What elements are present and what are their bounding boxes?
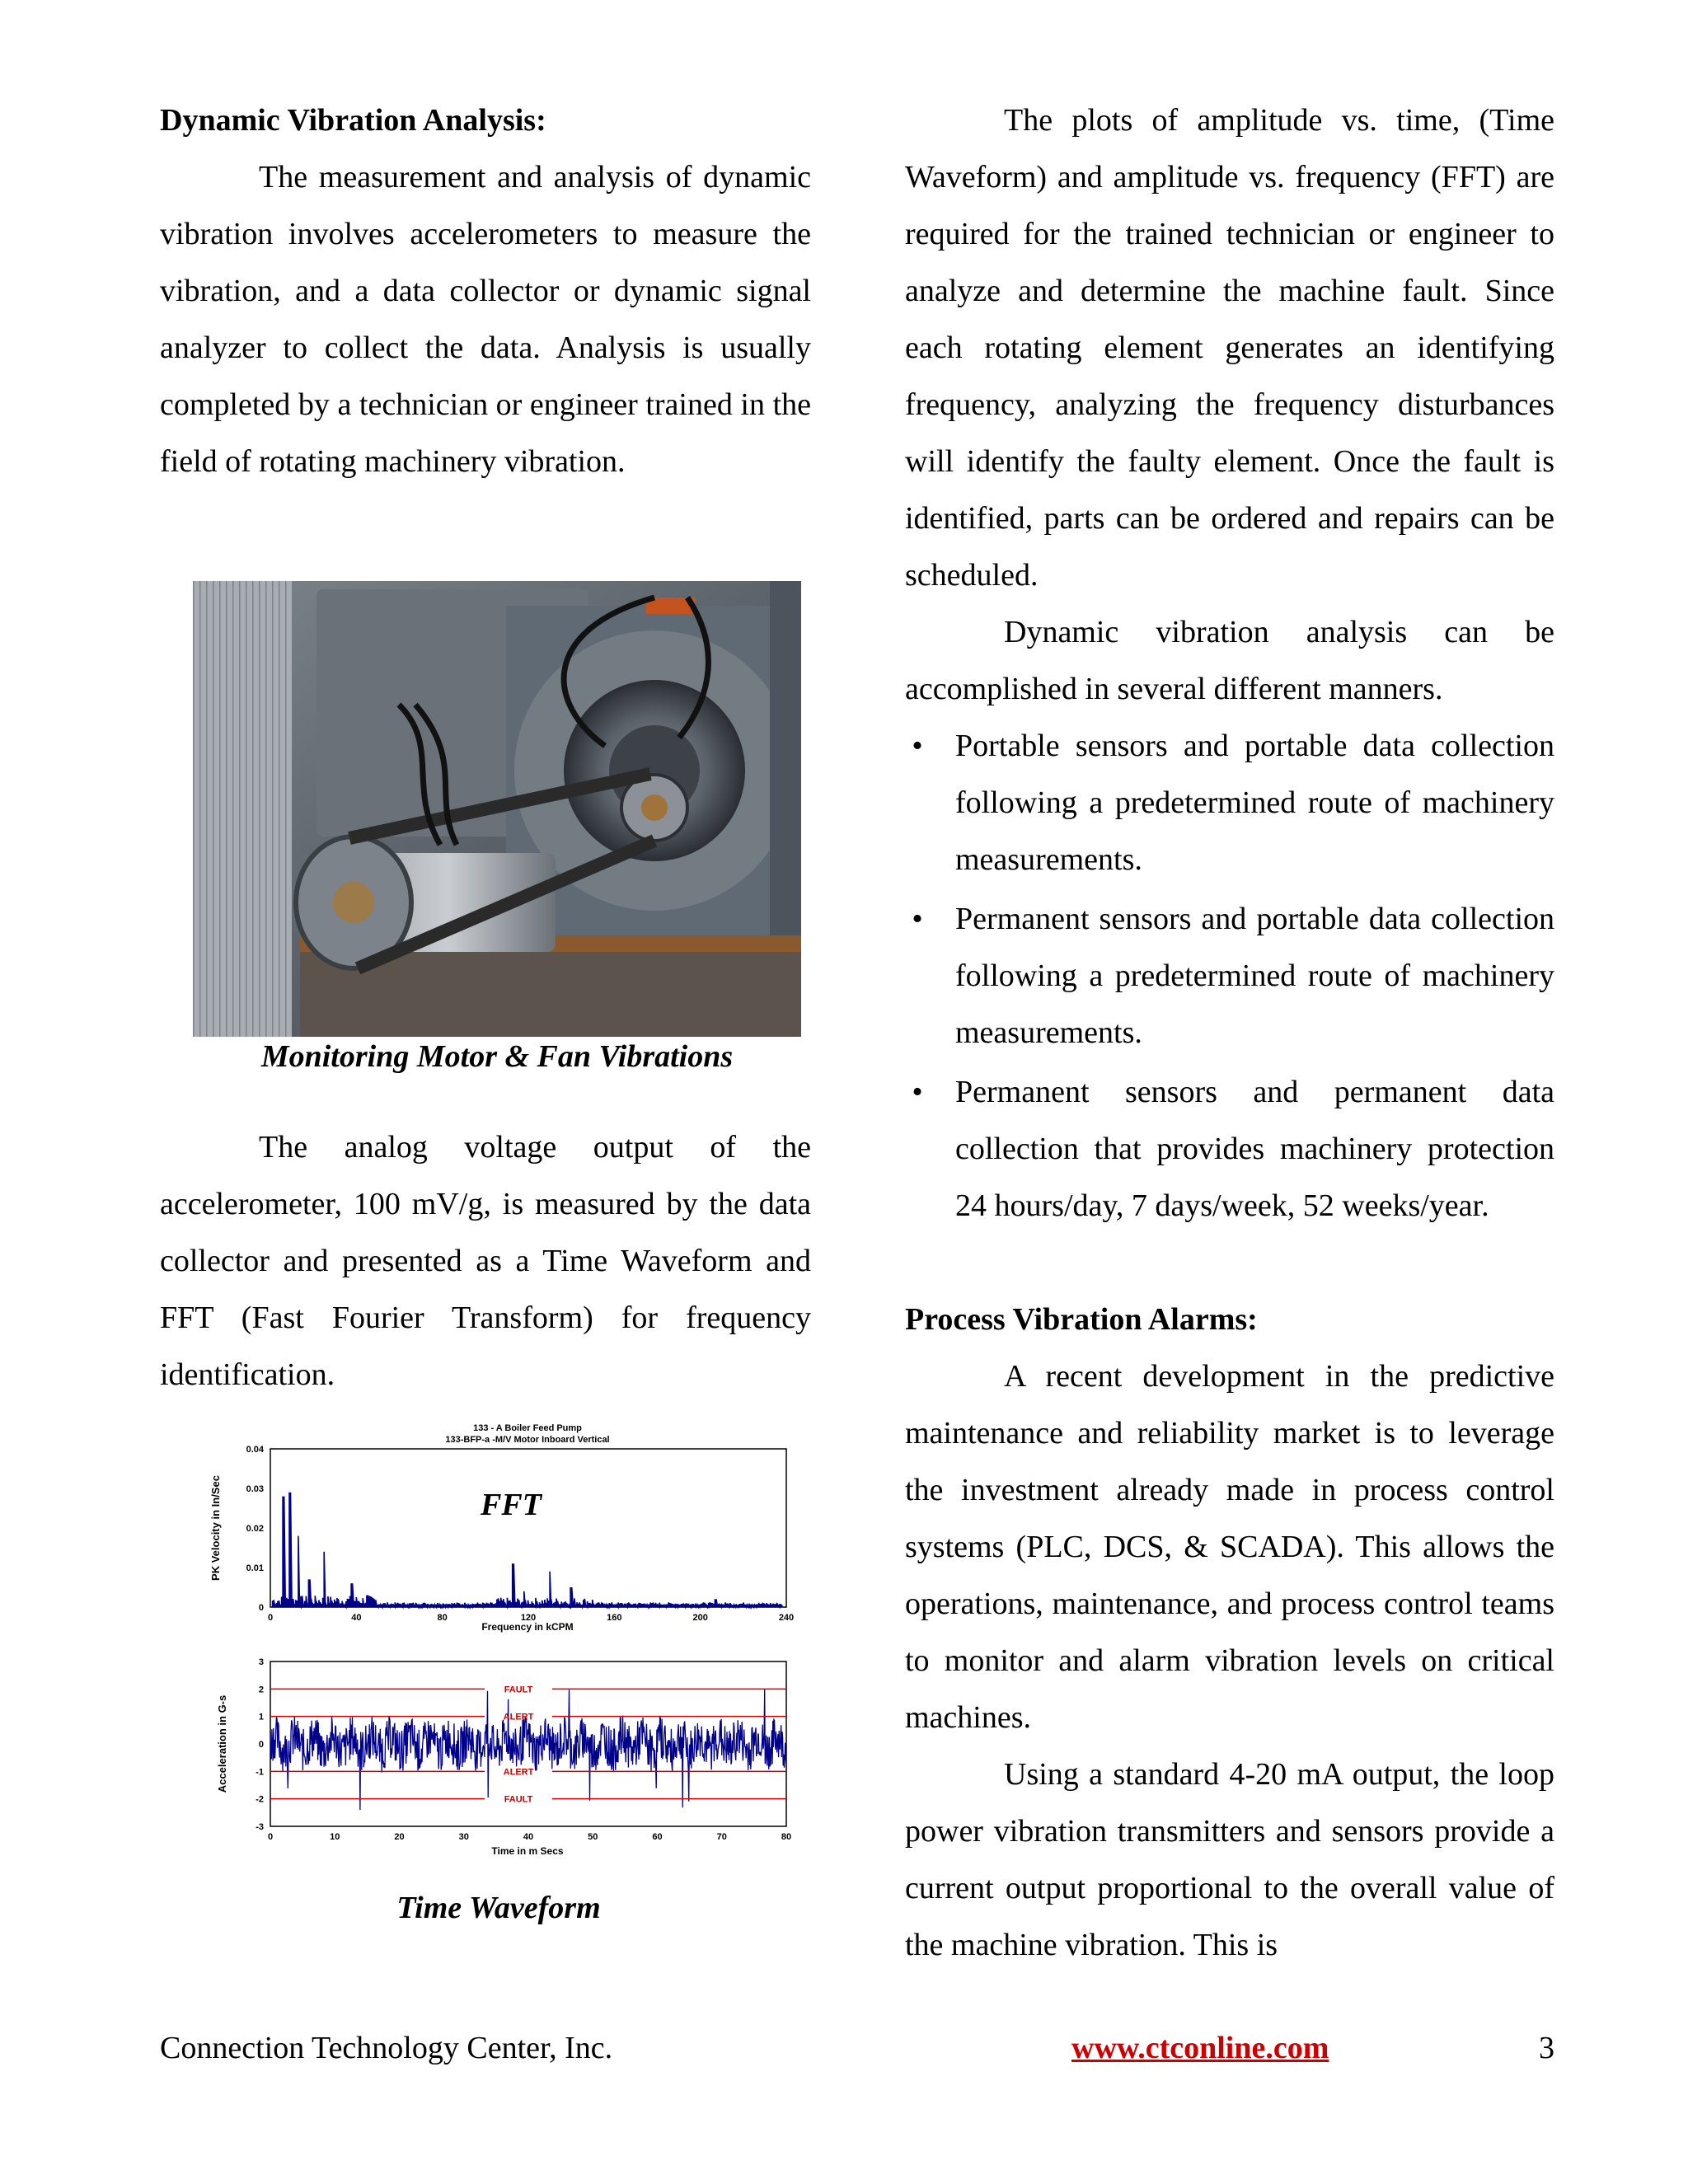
fft-x-tick: 200	[692, 1613, 708, 1623]
fft-annotation: FFT	[481, 1488, 542, 1522]
fft-x-axis-label: Frequency in kCPM	[481, 1621, 574, 1633]
waveform-x-tick: 40	[523, 1832, 534, 1842]
fft-x-tick: 120	[520, 1613, 537, 1623]
waveform-x-tick: 70	[716, 1832, 727, 1842]
waveform-y-tick: -1	[256, 1767, 264, 1778]
waveform-y-tick: 0	[258, 1740, 264, 1750]
fft-subtitle: 133-BFP-a -M/V Motor Inboard Vertical	[445, 1435, 610, 1445]
fft-y-tick: 0.03	[246, 1484, 264, 1494]
fft-x-tick: 40	[351, 1613, 362, 1623]
paragraph-4-20ma: Using a standard 4-20 mA output, the loop power vibration transmitters and sensors provide a current output proportional to the overall value of the machine vibration. This is	[905, 1757, 1554, 1962]
paragraph-plots: The plots of amplitude vs. time, (Time Waveform) and amplitude vs. frequency (FFT) are required for the trained technician or engineer to analyze and determine the machine fault. Since each rotating element generates an identifying frequency, analyzing the frequency disturbances will identify the faulty element. Once the fault is identified, parts can be ordered and repairs can be scheduled.	[905, 103, 1554, 593]
waveform-x-tick: 10	[330, 1832, 340, 1842]
waveform-y-tick: -3	[256, 1822, 264, 1832]
waveform-y-tick: 3	[258, 1657, 264, 1667]
paragraph-recent-development: A recent development in the predictive maintenance and reliability market is to leverage the investment already made in process control systems (PLC, DCS, & SCADA). This allows the operations, maintenance, and process control teams to monitor and alarm vibration levels on critical machines.	[905, 1359, 1554, 1735]
footer-website-link[interactable]: www.ctconline.com	[1071, 2031, 1329, 2065]
left-column-lower	[160, 1119, 811, 1404]
photo-caption: Monitoring Motor & Fan Vibrations	[260, 1039, 734, 1074]
bullet-icon: •	[912, 729, 923, 763]
paragraph-intro: The measurement and analysis of dynamic vibration involves accelerometers to measure the vibration, and a data collector or dynamic signal analyzer to collect the data. Analysis is usually completed by a technician or engineer trained in the field of rotating machinery vibration.	[160, 160, 811, 479]
waveform-x-tick: 30	[458, 1832, 469, 1842]
fft-x-tick: 160	[607, 1613, 622, 1623]
figure-caption: Time Waveform	[396, 1891, 601, 1925]
bullet-icon: •	[912, 1075, 923, 1109]
page-footer	[160, 2030, 1554, 2079]
list-item: • Permanent sensors and permanent data collection that provides machinery protection 24 hours/day, 7 days/week, 52 weeks/year.	[905, 1064, 1554, 1235]
waveform-y-tick: -2	[256, 1794, 264, 1805]
alarm-label: FAULT	[504, 1685, 533, 1695]
fft-y-tick: 0.01	[246, 1563, 264, 1573]
alarm-label: ALERT	[503, 1767, 534, 1778]
fft-y-tick-labels	[246, 1445, 265, 1613]
fft-x-tick: 80	[437, 1613, 448, 1623]
fft-plot-frame	[270, 1449, 786, 1607]
motor-fan-photo	[193, 581, 801, 1037]
waveform-x-tick: 0	[267, 1832, 274, 1842]
fft-title: 133 - A Boiler Feed Pump	[473, 1423, 582, 1433]
fft-time-waveform-figure	[198, 1418, 799, 1887]
waveform-x-tick: 50	[588, 1832, 598, 1842]
page-number: 3	[1539, 2031, 1554, 2065]
waveform-x-axis-label: Time in m Secs	[491, 1845, 564, 1857]
list-item: • Portable sensors and portable data collection following a predetermined route of machinery measurements.	[905, 718, 1554, 888]
waveform-y-axis-label: Acceleration in G-s	[216, 1694, 228, 1793]
fft-x-tick: 0	[267, 1613, 274, 1623]
section-heading-dynamic-vibration: Dynamic Vibration Analysis:	[160, 103, 546, 138]
bullet-list	[905, 718, 1554, 1235]
right-column	[905, 92, 1554, 1974]
alarm-label: FAULT	[504, 1794, 533, 1805]
motor-fan-photo-illustration	[193, 581, 801, 1037]
fft-y-tick: 0.04	[246, 1445, 264, 1455]
fft-y-tick: 0	[258, 1603, 264, 1613]
list-item: • Permanent sensors and portable data collection following a predetermined route of machinery measurements.	[905, 891, 1554, 1062]
waveform-x-tick-labels	[268, 1832, 791, 1842]
bullet-icon: •	[912, 902, 923, 936]
waveform-x-tick: 20	[394, 1832, 405, 1842]
waveform-y-tick: 2	[258, 1685, 264, 1695]
section-heading-process-alarms: Process Vibration Alarms:	[905, 1302, 1258, 1337]
paragraph-analog-output: The analog voltage output of the accelerometer, 100 mV/g, is measured by the data collector and presented as a Time Waveform and FFT (Fast Fourier Transform) for frequency identification.	[160, 1130, 811, 1392]
fft-time-waveform-chart	[198, 1418, 799, 1887]
waveform-x-tick: 80	[781, 1832, 792, 1842]
waveform-y-tick: 1	[258, 1712, 264, 1722]
left-column	[160, 92, 811, 490]
waveform-x-tick: 60	[652, 1832, 663, 1842]
footer-company: Connection Technology Center, Inc.	[160, 2031, 613, 2065]
alarm-label: ALERT	[503, 1712, 534, 1722]
waveform-y-tick-labels	[256, 1657, 264, 1832]
fft-y-axis-label: PK Velocity in In/Sec	[209, 1475, 222, 1581]
paragraph-manners: Dynamic vibration analysis can be accomplished in several different manners.	[905, 615, 1554, 706]
fft-x-tick: 240	[778, 1613, 795, 1623]
waveform-series-line	[270, 1690, 786, 1810]
fft-y-tick: 0.02	[246, 1524, 264, 1534]
